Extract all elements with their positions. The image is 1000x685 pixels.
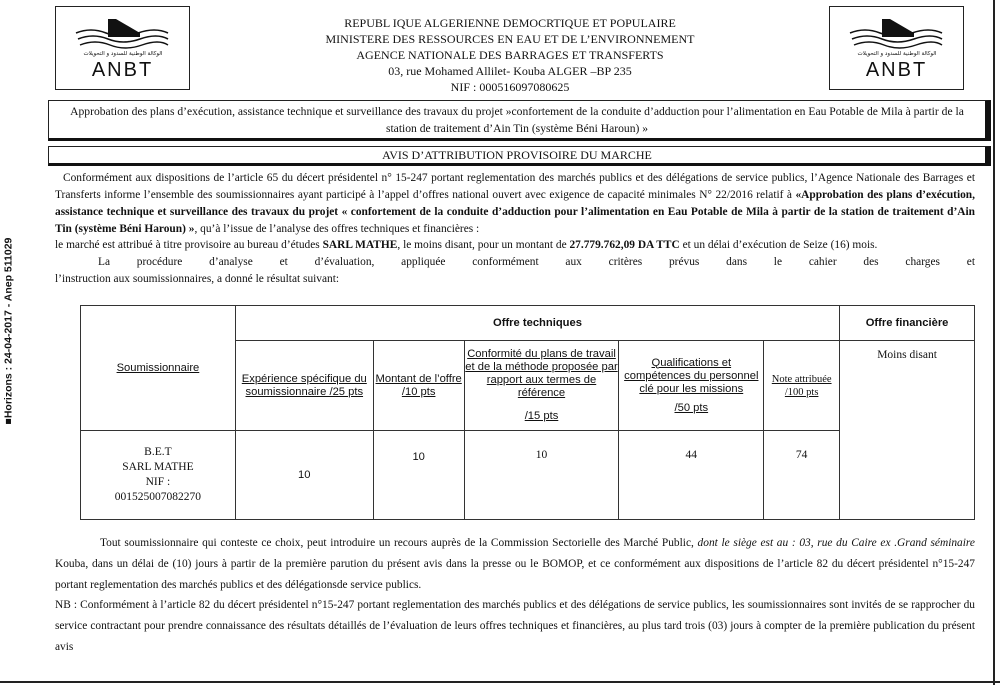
- evaluation-results-table: [80, 305, 975, 520]
- logo-wordmark: ANBT: [865, 59, 928, 81]
- bidder-nif-label: NIF :: [145, 476, 171, 488]
- note-score-cell: 74: [764, 431, 840, 520]
- intro-text: Conformément aux dispositions de l’article 65 du décert présidentel n° 15-247 portant reglementation des marchés publics et des délégations de service publics, l’Agence Nationale des Barrages et Transferts informe l’ensemble des soumissionnaires ayant participé à l’appel d’offres national ouvert avec exigence de capacité minimales N° 22/2016 relatif à: [55, 172, 975, 201]
- column-header-conformite-label: Conformité du plans de travail et de la méthode proposée par rapport aux termes de référence: [465, 348, 618, 399]
- header-line: NIF : 000516097080625: [450, 80, 570, 94]
- page-right-border: [993, 0, 995, 685]
- header-line: MINISTERE DES RESSOURCES EN EAU ET DE L’ENVIRONNEMENT: [325, 32, 695, 46]
- project-reference: «Approbation des plans d’exécution, assistance technique et surveillance des travaux du projet « confortement de la conduite d’adduction pour l’alimentation en Eau Potable de Mila à partir de la station de traitement d’Ain Tin (système Béni Haroun) »: [55, 189, 975, 235]
- commission-address: dont le siège est au : 03, rue du Caire ex .Grand séminaire: [697, 537, 975, 549]
- award-paragraph: [55, 237, 975, 254]
- logo-arabic-text: الوكالة الوطنية للسدود و التحويلات: [857, 51, 937, 57]
- anbt-logo-left: [55, 6, 190, 90]
- intro-paragraph: [55, 170, 975, 238]
- award-amount: 27.779.762,09 DA TTC: [569, 239, 680, 251]
- offre-financiere-cell: Moins disant: [840, 341, 975, 520]
- header-line: 03, rue Mohamed Allilet- Kouba ALGER –BP 235: [388, 64, 632, 78]
- agency-header: [195, 15, 825, 95]
- notice-title-banner: AVIS D’ATTRIBUTION PROVISOIRE DU MARCHE: [48, 146, 991, 166]
- column-header-qualifications-label: Qualifications et compétences du personnel clé pour les missions: [624, 356, 759, 395]
- conformite-score-cell: 10: [464, 431, 619, 520]
- column-header-qualifications: [619, 341, 764, 431]
- bidder-nif-value: 001525007082270: [114, 491, 202, 503]
- qualifications-score-cell: 44: [619, 431, 764, 520]
- column-group-financiere: Offre financière: [840, 306, 975, 341]
- logo-arabic-text: الوكالة الوطنية للسدود و التحويلات: [83, 51, 163, 57]
- bidder-name: SARL MATHE: [122, 461, 194, 473]
- column-header-soumissionnaire: Soumissionnaire: [81, 306, 236, 431]
- award-text: le marché est attribué à titre provisoire au bureau d’études: [55, 239, 323, 251]
- header-line: AGENCE NATIONALE DES BARRAGES ET TRANSFERTS: [356, 48, 664, 62]
- column-header-qualifications-pts: /50 pts: [674, 401, 709, 414]
- award-text: , le moins disant, pour un montant de: [397, 239, 570, 251]
- column-header-note: Note attribuée /100 pts: [764, 341, 840, 431]
- procedure-line: La procédure d’analyse et d’évaluation, appliquée conformément aux critères prévus dans le cahier des charges et: [98, 256, 975, 268]
- award-text: et un délai d’exécution de Seize (16) mois.: [679, 239, 878, 251]
- nb-paragraph: NB : Conformément à l’article 82 du décert présidentel n°15-247 portant reglementation des marchés publics et des délégations de service publics, les soumissionnaires sont invités de se rapprocher du service contractant pour prendre connaissance des résultats détaillés de l’évaluation de leurs offres techniques et financières, au plus tard trois (03) jours à compter de la première publication du présent avis: [55, 599, 975, 653]
- publication-side-label: ■Horizons : 24-04-2017 - Anep 511029: [2, 237, 15, 425]
- column-header-conformite-pts: /15 pts: [524, 410, 559, 422]
- awarded-company: SARL MATHE: [322, 239, 398, 251]
- experience-score-cell: 10: [235, 431, 373, 520]
- header-line: REPUBL IQUE ALGERIENNE DEMOCRTIQUE ET POPULAIRE: [344, 16, 676, 30]
- column-header-montant: Montant de l’offre /10 pts: [373, 341, 464, 431]
- appeal-text: Tout soumissionnaire qui conteste ce choix, peut introduire un recours auprès de la Commission Sectorielle des Marché Public,: [100, 537, 698, 549]
- montant-score-cell: 10: [373, 431, 464, 520]
- appeal-paragraph: [55, 533, 975, 596]
- column-header-experience: Expérience spécifique du soumissionnaire /25 pts: [235, 341, 373, 431]
- bidder-type: B.E.T: [144, 446, 172, 458]
- column-header-conformite: [464, 341, 619, 431]
- intro-text-end: , qu’à l’issue de l’analyse des offres techniques et financières :: [194, 223, 480, 235]
- column-group-technique: Offre techniques: [235, 306, 839, 341]
- appeal-text-end: Kouba, dans un délai de (10) jours à partir de la première parution du présent avis dans la presse ou le BOMOP, et ce conformément aux dispositions de l’article 82 du décert présidentel n°15-247 portant reglementation des marchés publics et des délégationsde service publics.: [55, 558, 975, 591]
- logo-wordmark: ANBT: [91, 59, 154, 81]
- procedure-line: l’instruction aux soumissionnaires, a donné le résultat suivant:: [55, 273, 340, 285]
- page-bottom-border: [0, 681, 1000, 683]
- bidder-name-cell: [81, 431, 236, 520]
- anbt-logo-right: [829, 6, 964, 90]
- project-title-banner: Approbation des plans d’exécution, assistance technique et surveillance des travaux du projet »confortement de la conduite d’adduction pour l’alimentation en Eau Potable de Mila à partir de la station de traitement d’Ain Tin (système Béni Haroun) »: [48, 100, 991, 141]
